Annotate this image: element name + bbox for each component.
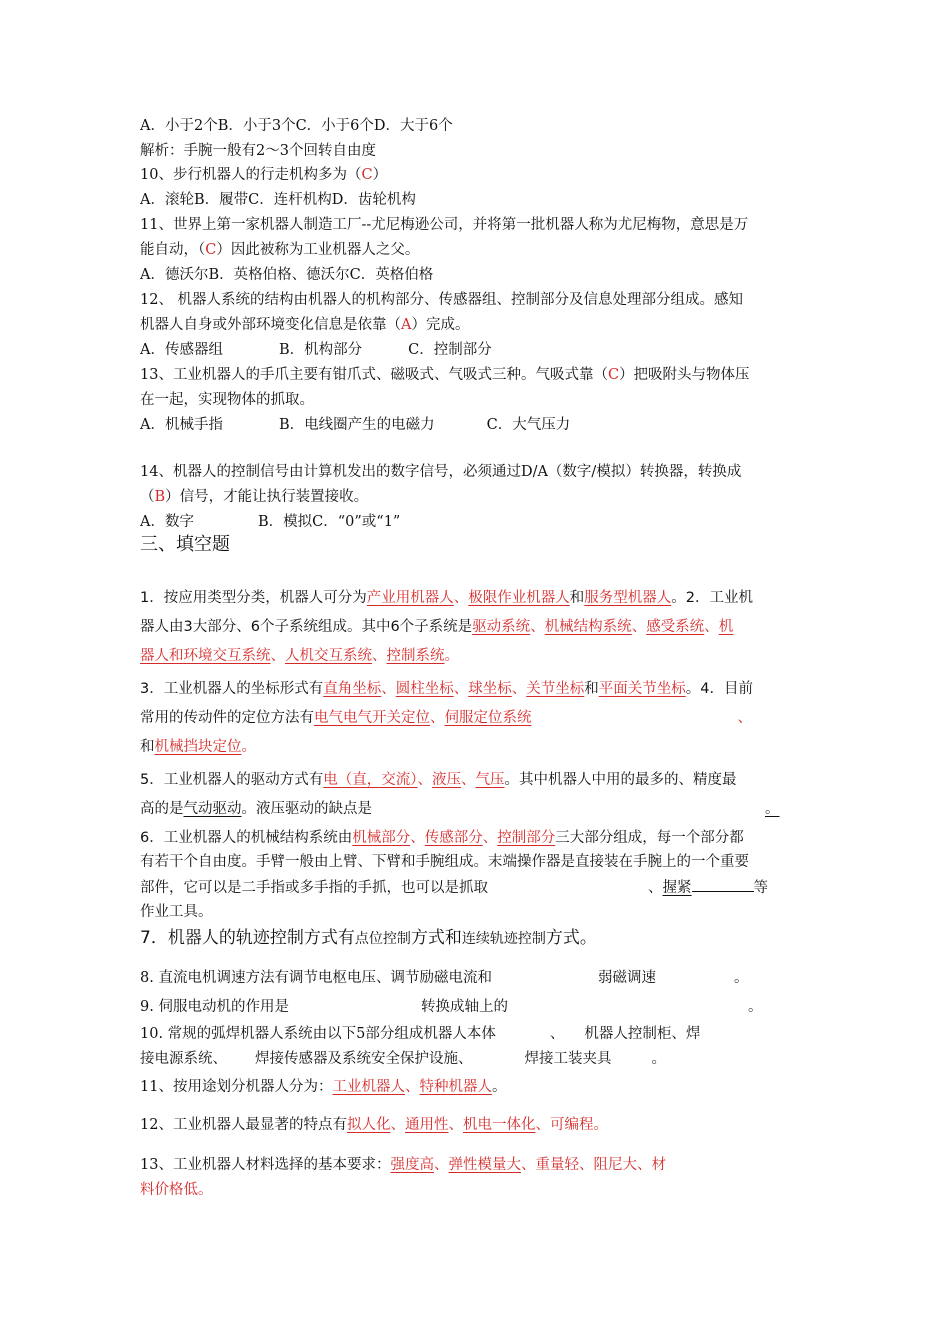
q14-line2: （B）信号，才能让执行装置接收。: [140, 489, 369, 505]
fill13-line1: 13、工业机器人材料选择的基本要求：强度高、弹性模量大、重量轻、阻尼大、材: [140, 1157, 666, 1173]
fill9: 9. 伺服电动机的作用是 转换成轴上的 。: [140, 999, 763, 1015]
q12-options: A．传感器组 B．机构部分 C．控制部分: [140, 342, 492, 358]
fill2-line2: 器人和环境交互系统、人机交互系统、控制系统。: [140, 648, 459, 664]
q11-options: A．德沃尔B．英格伯格、德沃尔C．英格伯格: [140, 267, 434, 283]
q9-options: A．小于2个B．小于3个C．小于6个D．大于6个: [140, 118, 453, 134]
q10-answer: C: [361, 167, 373, 183]
fill5-line1: 5．工业机器人的驱动方式有电（直，交流）、液压、气压。其中机器人中用的最多的、精度最: [140, 772, 737, 788]
q13-options: A．机械手指 B．电线圈产生的电磁力 C．大气压力: [140, 417, 571, 433]
q14-answer: B: [154, 489, 166, 505]
fill8: 8. 直流电机调速方法有调节电枢电压、调节励磁电流和 弱磁调速 。: [140, 970, 749, 986]
q13-line1: 13、工业机器人的手爪主要有钳爪式、磁吸式、气吸式三种。气吸式靠（C）把吸附头与物体压: [140, 367, 750, 383]
q10-stem: 10、步行机器人的行走机构多为（C）: [140, 167, 388, 183]
q11-line1: 11、世界上第一家机器人制造工厂--尤尼梅逊公司，并将第一批机器人称为尤尼梅物，意思是万: [140, 217, 749, 233]
fill3-line1: 3．工业机器人的坐标形式有直角坐标、圆柱坐标、球坐标、关节坐标和平面关节坐标。4．目前: [140, 681, 753, 697]
fill5-line2: 高的是气动驱动。液压驱动的缺点是 。: [140, 801, 780, 817]
fill12: 12、工业机器人最显著的特点有拟人化、通用性、机电一体化、可编程。: [140, 1117, 608, 1133]
fill2-line1: 器人由3大部分、6个子系统组成。其中6个子系统是驱动系统、机械结构系统、感受系统、机: [140, 619, 734, 635]
fill6-line1: 6．工业机器人的机械结构系统由机械部分、传感部分、控制部分三大部分组成，每一个部分都: [140, 830, 744, 846]
q12-answer: A: [401, 317, 412, 333]
fill6-line3: 部件，它可以是二手指或多手指的手抓，也可以是抓取 、握紧 等: [140, 877, 820, 898]
q10-options: A．滚轮B．履带C．连杆机构D．齿轮机构: [140, 192, 416, 208]
fill4-line2: 和机械挡块定位。: [140, 739, 256, 755]
fill6-line2: 有若干个自由度。手臂一般由上臂、下臂和手腕组成。末端操作器是直接装在手腕上的一个重要: [140, 854, 749, 870]
q14-options: A．数字 B．模拟C．“0”或“1”: [140, 514, 401, 530]
q11-answer: C: [205, 242, 217, 258]
q13-line2: 在一起，实现物体的抓取。: [140, 392, 314, 408]
fill10-line2: 接电源系统、 焊接传感器及系统安全保护设施、 焊接工装夹具 。: [140, 1051, 666, 1067]
q14-line1: 14、机器人的控制信号由计算机发出的数字信号，必须通过D/A（数字/模拟）转换器，转换成: [140, 464, 742, 480]
fill7: 7．机器人的轨迹控制方式有点位控制方式和连续轨迹控制方式。: [140, 928, 597, 948]
q13-answer: C: [607, 367, 620, 383]
q12-line1: 12、 机器人系统的结构由机器人的机构部分、传感器组、控制部分及信息处理部分组成。感知: [140, 292, 744, 308]
fill6-line4: 作业工具。: [140, 904, 213, 920]
fill13-line2: 料价格低。: [140, 1182, 213, 1198]
q9-analysis: 解析：手腕一般有2～3个回转自由度: [140, 143, 376, 159]
fill1-line1: 1．按应用类型分类，机器人可分为产业用机器人、极限作业机器人和服务型机器人。2．工业机: [140, 590, 753, 606]
q12-line2: 机器人自身或外部环境变化信息是依靠（A）完成。: [140, 317, 470, 333]
fill11: 11、按用途划分机器人分为：工业机器人、特种机器人。: [140, 1079, 507, 1095]
section-heading: 三、填空题: [140, 534, 230, 555]
fill10-line1: 10. 常规的弧焊机器人系统由以下5部分组成机器人本体 、 机器人控制柜、焊: [140, 1026, 701, 1042]
fill4-line1: 常用的传动件的定位方法有电气电气开关定位、伺服定位系统 、: [140, 710, 752, 726]
q11-line2: 能自动，（C）因此被称为工业机器人之父。: [140, 242, 420, 258]
